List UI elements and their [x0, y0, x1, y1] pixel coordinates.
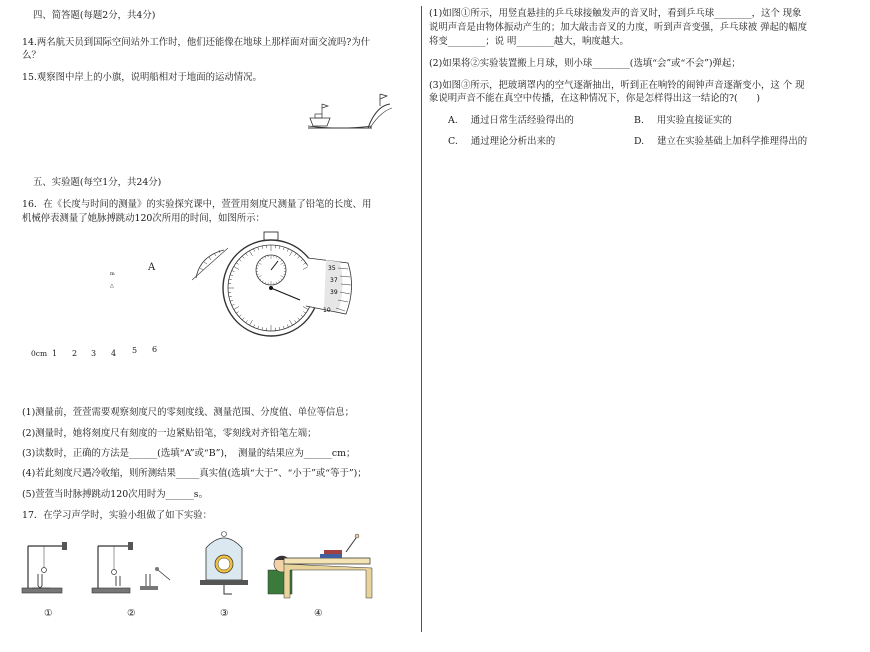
section5-title: 五、实验题(每空1分，共24分): [33, 177, 162, 188]
question-16-item-5: (5)萱萱当时脉搏跳动120次用时为______s。: [22, 489, 208, 500]
ruler-mark: △: [110, 283, 114, 289]
option-a-letter: A.: [448, 115, 458, 126]
part1-line1: (1)如图①所示，用竖直悬挂的乒乓球接触发声的音叉时，看到乒乓球________，这个 现象: [429, 8, 802, 19]
part2: (2)如果将②实验装置搬上月球，则小球________(选填“会”或“不会”)弹起；: [429, 58, 741, 69]
option-d-letter: D.: [634, 136, 645, 147]
figure-label-3: ③: [220, 608, 229, 619]
option-c-letter: C.: [448, 136, 458, 147]
column-divider: [421, 6, 422, 632]
figure-3-bell-jar: [200, 532, 248, 595]
option-c[interactable]: [448, 136, 555, 148]
option-a-text: 通过日常生活经验得出的: [470, 115, 574, 126]
option-c-text: 通过理论分析出来的: [470, 136, 556, 147]
ruler-mark: m: [110, 271, 115, 277]
ruler-number: 3: [91, 349, 97, 358]
figure-4-desk-listening: [268, 534, 372, 598]
option-b-letter: B.: [634, 115, 644, 126]
option-a[interactable]: [448, 115, 574, 127]
figure-1-tuning-fork: [22, 542, 67, 593]
option-b-text: 用实验直接证实的: [656, 115, 732, 126]
ruler-number: 5: [132, 346, 138, 355]
question-16-item-3: (3)读数时，正确的方法是______(选填“A”或“B”)， 测量的结果应为______cm；: [22, 448, 356, 459]
part1-line2: 说明声音是由物体振动产生的；加大敲击音叉的力度，听到声音变强，乒乓球被 弹起的幅度: [429, 22, 807, 33]
stopwatch-number: 39: [330, 289, 338, 296]
ruler-number: 6: [152, 345, 158, 354]
question-14-line1: 14.两名航天员到国际空间站外工作时，他们还能像在地球上那样面对面交流吗?为什: [22, 37, 371, 48]
ruler-number: 2: [72, 349, 78, 358]
section4-title: 四、简答题(每题2分，共4分): [33, 10, 156, 21]
figure-label-1: ①: [44, 608, 53, 619]
figure-2-two-forks: [92, 542, 170, 593]
question-16-line1: 16．在《长度与时间的测量》的实验探究课中，萱萱用刻度尺测量了铅笔的长度、用: [22, 199, 372, 210]
question-15: 15.观察图中岸上的小旗，说明船相对于地面的运动情况。: [22, 72, 262, 83]
stopwatch-number: 35: [328, 265, 336, 272]
option-b[interactable]: [634, 115, 732, 127]
question-14-line2: 么？: [22, 50, 41, 61]
ruler-unit: 0cm: [31, 349, 48, 358]
ruler-number: 1: [52, 349, 58, 358]
option-d[interactable]: [634, 136, 807, 148]
ruler-number: 4: [111, 349, 117, 358]
stopwatch-number: 10: [323, 307, 331, 314]
part1-line3: 将变________；说 明________越大，响度越大。: [429, 36, 629, 47]
experiment-figures: [20, 528, 380, 600]
reading-label-a: A: [148, 262, 156, 273]
question-16-item-4: (4)若此刻度尺遇冷收缩，则所测结果_____真实值(选填“大于”、“小于”或“等于”)；: [22, 468, 367, 479]
question-16-line2: 机械停表测量了她脉搏跳动120次所用的时间，如图所示：: [22, 213, 265, 224]
figure-label-4: ④: [314, 608, 323, 619]
stopwatch-figure: [188, 228, 358, 340]
option-d-text: 建立在实验基础上加科学推理得出的: [657, 136, 808, 147]
part3-line2: 象说明声音不能在真空中传播，在这种情况下，你是怎样得出这一结论的?( ): [429, 93, 761, 104]
question-16-item-1: (1)测量前，萱萱需要观察刻度尺的零刻度线、测量范围、分度值、单位等信息；: [22, 407, 355, 418]
question-16-item-2: (2)测量时，她将刻度尺有刻度的一边紧贴铅笔，零刻线对齐铅笔左端；: [22, 428, 317, 439]
boat-flag-figure: [300, 92, 400, 142]
stopwatch-number: 37: [330, 277, 338, 284]
part3-line1: (3)如图③所示，把玻璃罩内的空气逐渐抽出，听到正在响铃的闹钟声音逐渐变小，这 个 现: [429, 80, 805, 91]
question-17: 17．在学习声学时，实验小组做了如下实验：: [22, 510, 213, 521]
figure-label-2: ②: [127, 608, 136, 619]
